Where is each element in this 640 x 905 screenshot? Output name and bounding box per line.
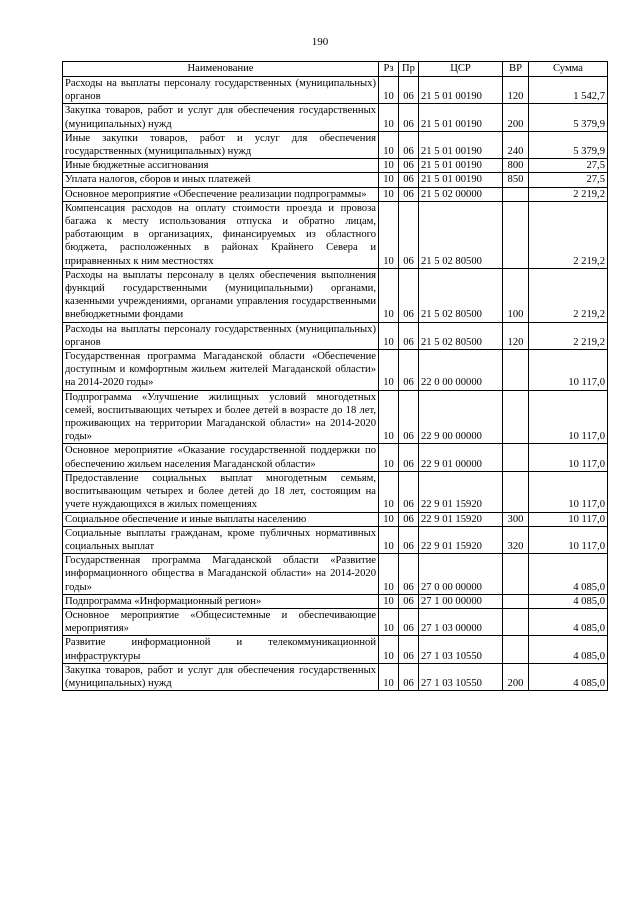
row-csr-cell: 21 5 02 00000 xyxy=(419,187,503,201)
row-vr-cell: 240 xyxy=(503,131,529,158)
row-csr-cell: 27 1 00 00000 xyxy=(419,594,503,608)
row-vr-cell xyxy=(503,594,529,608)
header-name: Наименование xyxy=(63,62,379,77)
row-csr-cell: 21 5 02 80500 xyxy=(419,268,503,322)
row-pr-cell: 06 xyxy=(399,526,419,553)
row-csr-cell: 22 9 01 15920 xyxy=(419,526,503,553)
table-row xyxy=(63,512,608,526)
row-rz-cell: 10 xyxy=(379,471,399,512)
row-pr-cell: 06 xyxy=(399,663,419,690)
row-rz-cell: 10 xyxy=(379,390,399,444)
table-row xyxy=(63,322,608,349)
row-csr-cell: 27 1 03 10550 xyxy=(419,663,503,690)
row-rz-cell: 10 xyxy=(379,131,399,158)
row-rz-cell: 10 xyxy=(379,444,399,471)
row-pr-cell: 06 xyxy=(399,77,419,104)
row-rz-cell: 10 xyxy=(379,201,399,268)
row-csr-cell: 21 5 01 00190 xyxy=(419,131,503,158)
row-sum-cell: 10 117,0 xyxy=(529,526,608,553)
table-row xyxy=(63,77,608,104)
row-vr-cell: 800 xyxy=(503,159,529,173)
table-row xyxy=(63,131,608,158)
table-row xyxy=(63,173,608,187)
row-pr-cell: 06 xyxy=(399,268,419,322)
row-name-cell: Подпрограмма «Информационный регион» xyxy=(63,594,379,608)
row-sum-cell: 5 379,9 xyxy=(529,104,608,131)
row-vr-cell: 320 xyxy=(503,526,529,553)
row-csr-cell: 21 5 01 00190 xyxy=(419,159,503,173)
row-csr-cell: 27 1 03 00000 xyxy=(419,608,503,635)
row-csr-cell: 22 9 01 15920 xyxy=(419,512,503,526)
row-name-cell: Предоставление социальных выплат многодетным семьям, воспитывающим четырех и более детей до 18 лет, состоящим на учете нуждающихся в жилых помещениях xyxy=(63,471,379,512)
row-sum-cell: 4 085,0 xyxy=(529,594,608,608)
row-vr-cell: 100 xyxy=(503,268,529,322)
row-pr-cell: 06 xyxy=(399,104,419,131)
row-sum-cell: 2 219,2 xyxy=(529,322,608,349)
row-name-cell: Иные закупки товаров, работ и услуг для обеспечения государственных (муниципальных) нужд xyxy=(63,131,379,158)
table-body xyxy=(63,77,608,691)
table-row xyxy=(63,187,608,201)
row-name-cell: Расходы на выплаты персоналу государственных (муниципальных) органов xyxy=(63,77,379,104)
row-vr-cell: 120 xyxy=(503,77,529,104)
row-pr-cell: 06 xyxy=(399,201,419,268)
budget-table xyxy=(62,61,608,691)
row-sum-cell: 4 085,0 xyxy=(529,554,608,595)
row-vr-cell xyxy=(503,471,529,512)
row-sum-cell: 2 219,2 xyxy=(529,187,608,201)
table-row xyxy=(63,390,608,444)
row-name-cell: Закупка товаров, работ и услуг для обеспечения государственных (муниципальных) нужд xyxy=(63,104,379,131)
row-rz-cell: 10 xyxy=(379,77,399,104)
row-name-cell: Социальные выплаты гражданам, кроме публичных нормативных социальных выплат xyxy=(63,526,379,553)
table-row xyxy=(63,608,608,635)
row-csr-cell: 27 1 03 10550 xyxy=(419,636,503,663)
row-sum-cell: 4 085,0 xyxy=(529,636,608,663)
row-vr-cell: 120 xyxy=(503,322,529,349)
table-row xyxy=(63,350,608,391)
row-pr-cell: 06 xyxy=(399,608,419,635)
row-rz-cell: 10 xyxy=(379,173,399,187)
row-csr-cell: 21 5 02 80500 xyxy=(419,322,503,349)
header-rz: Рз xyxy=(379,62,399,77)
row-name-cell: Развитие информационной и телекоммуникационной инфраструктуры xyxy=(63,636,379,663)
header-pr: Пр xyxy=(399,62,419,77)
table-row xyxy=(63,636,608,663)
row-pr-cell: 06 xyxy=(399,131,419,158)
row-sum-cell: 1 542,7 xyxy=(529,77,608,104)
row-rz-cell: 10 xyxy=(379,159,399,173)
row-rz-cell: 10 xyxy=(379,636,399,663)
row-name-cell: Иные бюджетные ассигнования xyxy=(63,159,379,173)
table-row xyxy=(63,268,608,322)
row-vr-cell: 200 xyxy=(503,104,529,131)
row-csr-cell: 21 5 01 00190 xyxy=(419,77,503,104)
row-sum-cell: 27,5 xyxy=(529,173,608,187)
row-rz-cell: 10 xyxy=(379,608,399,635)
row-name-cell: Закупка товаров, работ и услуг для обеспечения государственных (муниципальных) нужд xyxy=(63,663,379,690)
row-vr-cell xyxy=(503,608,529,635)
row-sum-cell: 10 117,0 xyxy=(529,390,608,444)
row-pr-cell: 06 xyxy=(399,636,419,663)
row-vr-cell xyxy=(503,636,529,663)
row-rz-cell: 10 xyxy=(379,526,399,553)
table-row xyxy=(63,663,608,690)
row-sum-cell: 2 219,2 xyxy=(529,268,608,322)
row-pr-cell: 06 xyxy=(399,512,419,526)
row-rz-cell: 10 xyxy=(379,322,399,349)
table-row xyxy=(63,594,608,608)
row-sum-cell: 10 117,0 xyxy=(529,350,608,391)
row-vr-cell: 200 xyxy=(503,663,529,690)
row-rz-cell: 10 xyxy=(379,512,399,526)
row-sum-cell: 27,5 xyxy=(529,159,608,173)
table-row xyxy=(63,201,608,268)
row-sum-cell: 10 117,0 xyxy=(529,471,608,512)
row-csr-cell: 22 9 01 15920 xyxy=(419,471,503,512)
row-sum-cell: 2 219,2 xyxy=(529,201,608,268)
row-rz-cell: 10 xyxy=(379,663,399,690)
row-vr-cell: 300 xyxy=(503,512,529,526)
row-vr-cell xyxy=(503,390,529,444)
row-vr-cell xyxy=(503,554,529,595)
row-pr-cell: 06 xyxy=(399,187,419,201)
row-rz-cell: 10 xyxy=(379,104,399,131)
row-pr-cell: 06 xyxy=(399,173,419,187)
row-rz-cell: 10 xyxy=(379,594,399,608)
table-row xyxy=(63,444,608,471)
row-rz-cell: 10 xyxy=(379,350,399,391)
row-sum-cell: 4 085,0 xyxy=(529,608,608,635)
row-name-cell: Государственная программа Магаданской области «Развитие информационного общества в Магаданской области» на 2014-2020 годы» xyxy=(63,554,379,595)
row-name-cell: Основное мероприятие «Общесистемные и обеспечивающие мероприятия» xyxy=(63,608,379,635)
row-csr-cell: 27 0 00 00000 xyxy=(419,554,503,595)
table-row xyxy=(63,104,608,131)
row-rz-cell: 10 xyxy=(379,187,399,201)
table-row xyxy=(63,471,608,512)
row-pr-cell: 06 xyxy=(399,471,419,512)
row-csr-cell: 21 5 01 00190 xyxy=(419,104,503,131)
row-name-cell: Расходы на выплаты персоналу в целях обеспечения выполнения функций государственными (муниципальными) органами, казенными учреждениями, органами управления государственными внебюджетными фондами xyxy=(63,268,379,322)
row-pr-cell: 06 xyxy=(399,159,419,173)
page-number: 190 xyxy=(311,36,329,48)
row-rz-cell: 10 xyxy=(379,268,399,322)
header-row xyxy=(63,62,608,77)
row-vr-cell: 850 xyxy=(503,173,529,187)
row-name-cell: Подпрограмма «Улучшение жилищных условий многодетных семей, воспитывающих четырех и более детей в возрасте до 18 лет, проживающих на территории Магаданской области» на 2014-2020 годы» xyxy=(63,390,379,444)
row-name-cell: Основное мероприятие «Оказание государственной поддержки по обеспечению жильем населения Магаданской области» xyxy=(63,444,379,471)
row-vr-cell xyxy=(503,187,529,201)
row-pr-cell: 06 xyxy=(399,390,419,444)
row-pr-cell: 06 xyxy=(399,444,419,471)
row-rz-cell: 10 xyxy=(379,554,399,595)
table-row xyxy=(63,526,608,553)
row-sum-cell: 10 117,0 xyxy=(529,512,608,526)
row-name-cell: Основное мероприятие «Обеспечение реализации подпрограммы» xyxy=(63,187,379,201)
row-vr-cell xyxy=(503,350,529,391)
row-csr-cell: 21 5 01 00190 xyxy=(419,173,503,187)
row-name-cell: Расходы на выплаты персоналу государственных (муниципальных) органов xyxy=(63,322,379,349)
table-row xyxy=(63,159,608,173)
row-vr-cell xyxy=(503,444,529,471)
row-pr-cell: 06 xyxy=(399,594,419,608)
row-name-cell: Социальное обеспечение и иные выплаты населению xyxy=(63,512,379,526)
row-name-cell: Уплата налогов, сборов и иных платежей xyxy=(63,173,379,187)
header-sum: Сумма xyxy=(529,62,608,77)
row-name-cell: Государственная программа Магаданской области «Обеспечение доступным и комфортным жильем жителей Магаданской области» на 2014-2020 годы» xyxy=(63,350,379,391)
row-sum-cell: 5 379,9 xyxy=(529,131,608,158)
row-name-cell: Компенсация расходов на оплату стоимости проезда и провоза багажа к месту использования отпуска и обратно лицам, работающим в организациях, финансируемых из областного бюджета, расположенных в районах Крайнего Севера и приравненных к ним местностях xyxy=(63,201,379,268)
row-pr-cell: 06 xyxy=(399,350,419,391)
row-sum-cell: 4 085,0 xyxy=(529,663,608,690)
row-csr-cell: 22 0 00 00000 xyxy=(419,350,503,391)
row-sum-cell: 10 117,0 xyxy=(529,444,608,471)
header-vr: ВР xyxy=(503,62,529,77)
header-csr: ЦСР xyxy=(419,62,503,77)
row-csr-cell: 22 9 00 00000 xyxy=(419,390,503,444)
row-pr-cell: 06 xyxy=(399,322,419,349)
table-row xyxy=(63,554,608,595)
row-csr-cell: 21 5 02 80500 xyxy=(419,201,503,268)
row-vr-cell xyxy=(503,201,529,268)
row-pr-cell: 06 xyxy=(399,554,419,595)
row-csr-cell: 22 9 01 00000 xyxy=(419,444,503,471)
